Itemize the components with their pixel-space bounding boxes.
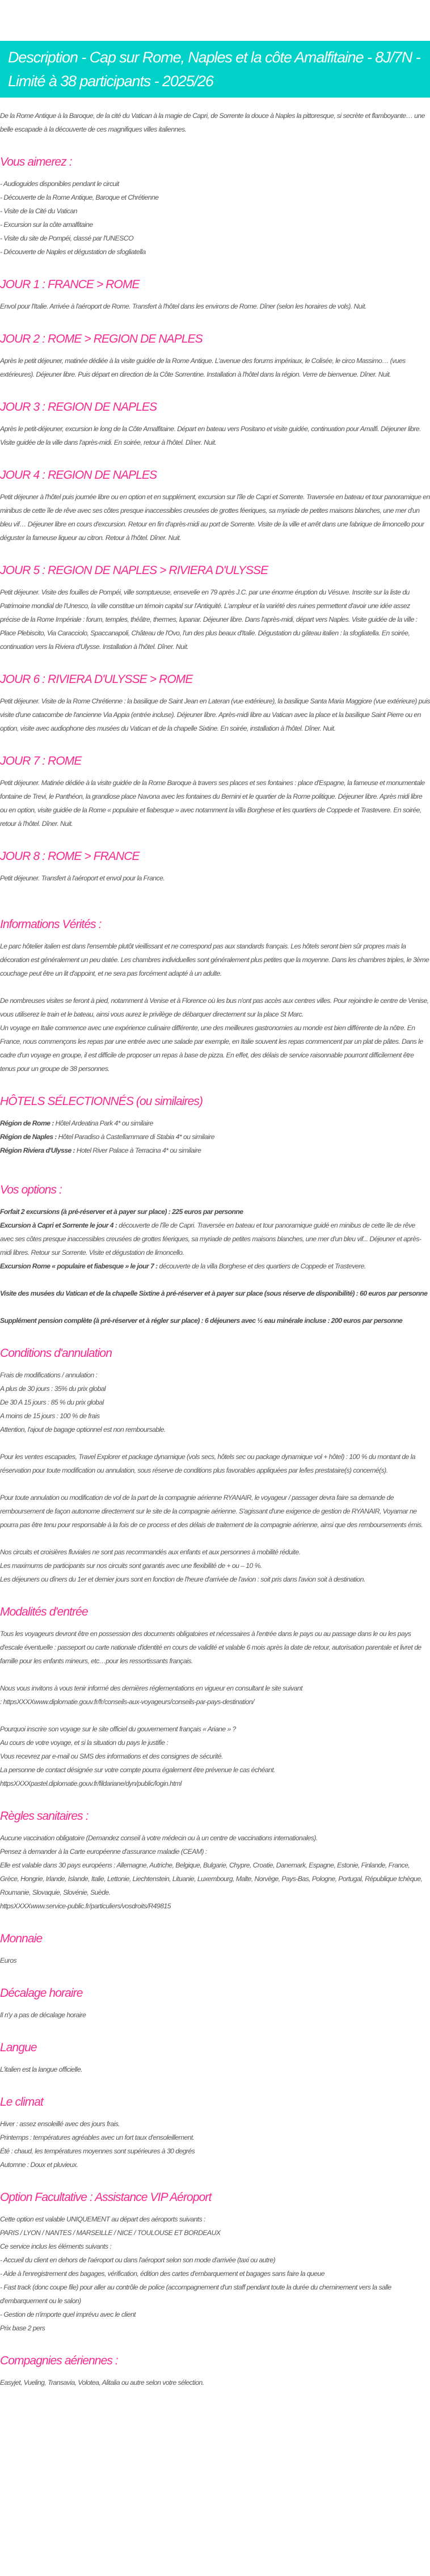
vip-line: PARIS / LYON / NANTES / MARSEILLE / NICE / TOULOUSE ET BORDEAUX (0, 2229, 221, 2237)
vip-line: - Accueil du client en dehors de l'aéroport ou dans l'aéroport selon son mode d'arrivée (taxi ou autre) (0, 2256, 276, 2264)
vip-line: - Aide à l'enregistrement des bagages, vérification, édition des cartes d'embarquement et bagages sans faire la queue (0, 2270, 324, 2278)
climate-line: Hiver : assez ensoleillé avec des jours frais. (0, 2120, 120, 2128)
cancellation-paragraph: Pour les ventes escapades, Travel Explorer et package dynamique (vols secs, hôtels sec ou package dynamique vol + hôtel) : 100 % du montant de la réservation pour toute modification ou annulation, sous réserve de conditions plus favorables appliquées par le/les prestataire(s) concerné(s). (0, 1453, 415, 1474)
option-excursion (0, 1259, 430, 1273)
info-paragraph: De nombreuses visites se feront à pied, notamment à Venise et à Florence où les bus n'ont pas accès aux centres villes. Pour rejoindre le centre de Venise, vous utiliserez le train et le bateau, ainsi vous aurez le privilège de débarquer directement sur la place St Marc. (0, 997, 429, 1018)
highlight-item: - Excursion sur la côte amalfitaine (0, 221, 93, 229)
hotel-name: Hôtel Paradiso à Castellammare di Stabia 4* ou similaire (56, 1133, 215, 1141)
climate-line: Été : chaud, les températures moyennes sont supérieures à 30 degrés (0, 2147, 195, 2155)
day-3-heading: JOUR 3 : REGION DE NAPLES (0, 400, 157, 414)
option-pension: Supplément pension complète (à pré-réserver et à régler sur place) : 6 déjeuners avec ½ eau minérale incluse : 200 euros par personne (0, 1317, 403, 1325)
cancellation-line: Attention, l'ajout de bagage optionnel est non remboursable. (0, 1426, 166, 1434)
options-package: Forfait 2 excursions (à pré-réserver et à payer sur place) : 225 euros par personne (0, 1208, 243, 1216)
timezone-heading: Décalage horaire (0, 1987, 83, 2000)
entry-line: La personne de contact désignée sur votre compte pourra également être prévenue le cas échéant. (0, 1766, 276, 1774)
itinerary-section (0, 277, 430, 885)
airlines-heading: Compagnies aériennes : (0, 2354, 118, 2367)
highlight-item: - Découverte de Naples et dégustation de sfogliatella (0, 248, 146, 256)
vip-line: Prix base 2 pers (0, 2324, 45, 2332)
vip-line: Cette option est valable UNIQUEMENT au départ des aéroports suivants : (0, 2215, 205, 2223)
hotel-item (0, 1130, 430, 1144)
vip-line: - Fast track (donc coupe file) pour aller au contrôle de police (accompagnement d'un staff pendant toute la durée du cheminement vers la salle d'embarquement ou le salon) (0, 2283, 391, 2305)
vip-line: - Gestion de n'importe quel imprévu avec le client (0, 2311, 136, 2318)
hotel-region: Région Riviera d'Ulysse : (0, 1146, 75, 1154)
day-1-text: Envol pour l'Italie. Arrivée à l'aéroport de Rome. Transfert à l'hôtel dans les environs de Rome. Dîner (selon les horaires de vols). Nuit. (0, 302, 366, 310)
vip-section (0, 2190, 430, 2335)
vip-line: Ce service inclus les éléments suivants : (0, 2242, 112, 2250)
ariane-link[interactable]: httpsXXXXpastel.diplomatie.gouv.fr/fildariane/dyn/public/login.html (0, 1780, 182, 1787)
cancellation-section (0, 1346, 430, 1586)
options-heading: Vos options : (0, 1183, 62, 1196)
hotel-region: Région de Naples : (0, 1133, 57, 1141)
language-text: L'italien est la langue officielle. (0, 2065, 83, 2073)
day-5-text: Petit déjeuner. Visite des fouilles de Pompéi, ville somptueuse, ensevelie en 79 après J.C. par une énorme éruption du Vésuve. Inscrite sur la liste du Patrimoine mondial de l'Unesco, la ville constitue un témoin capital sur l'Antiquité. L'ampleur et la variété des ruines permettent d'avoir une idée assez précise de la Rome Impériale : forum, temples, théâtre, thermes, lupanar. Déjeuner libre. Dans l'après-midi, départ vers Naples. Visite guidée de la ville : Place Plebiscito, Via Caracciolo, Spaccanapoli, Château de l'Ovo, l'un des plus beaux d'Italie. Dégustation du gâteau italien : la sfogliatella. En soirée, continuation vers la Riviera d'Ulysse. Installation à l'hôtel. Dîner. Nuit. (0, 588, 418, 651)
entry-section (0, 1604, 430, 1790)
timezone-section (0, 1985, 430, 2022)
info-paragraph: Le parc hôtelier italien est dans l'ensemble plutôt vieillissant et ne correspond pas aux standards français. Les hôtels seront bien sûr propres mais la décoration est généralement un peu datée. Les chambres individuelles sont généralement plus petites que la moyenne. Dans les chambres triples, le 3ème couchage peut être un lit d'appoint, et ne sera pas forcément adapté à un adulte. (0, 942, 429, 977)
day-6-heading: JOUR 6 : RIVIERA D'ULYSSE > ROME (0, 673, 193, 686)
hotels-heading: HÔTELS SÉLECTIONNÉS (ou similaires) (0, 1095, 203, 1108)
currency-section (0, 1931, 430, 1967)
informations-heading: Informations Vérités : (0, 918, 102, 931)
day-5-heading: JOUR 5 : REGION DE NAPLES > RIVIERA D'ULYSSE (0, 564, 268, 577)
timezone-text: Il n'y a pas de décalage horaire (0, 2011, 86, 2019)
hotel-region: Région de Rome : (0, 1119, 54, 1127)
day-2-heading: JOUR 2 : ROME > REGION DE NAPLES (0, 332, 203, 345)
highlight-item: - Visite de la Cité du Vatican (0, 207, 77, 215)
airlines-section (0, 2353, 430, 2389)
day-6-text: Petit déjeuner. Visite de la Rome Chrétienne : la basilique de Saint Jean en Lateran (vue extérieure), la basilique Santa Maria Maggiore (vue extérieure) puis visite d'une catacombe de l'ancienne Via Appia (entrée incluse). Déjeuner libre. Après-midi libre au Vatican avec la place et la basilique Saint Pierre ou en option, visite avec audiophone des musées du Vatican et de la chapelle Sixtine. En soirée, installation à l'hôtel. Dîner. Nuit. (0, 697, 430, 732)
climate-line: Printemps : températures agréables avec un fort taux d'ensoleillement. (0, 2134, 195, 2141)
options-section (0, 1182, 430, 1327)
entry-paragraph: Tous les voyageurs devront être en possession des documents obligatoires et nécessaires à l'entrée dans le pays ou au passage dans le ou les pays d'escale éventuelle : passeport ou carte nationale d'identité en cours de validité et valable 6 mois après la date de retour, autorisation parentale et livret de famille pour les enfants mineurs, etc…pour les ressortissants français. (0, 1630, 421, 1665)
cancellation-line: Frais de modifications / annulation : (0, 1371, 98, 1379)
page-title: Description - Cap sur Rome, Naples et la côte Amalfitaine - 8J/7N - Limité à 38 participants - 2025/26 (0, 41, 430, 98)
option-vatican: Visite des musées du Vatican et de la chapelle Sixtine à pré-réserver et à payer sur place (sous réserve de disponibilité) : 60 euros par personne (0, 1289, 428, 1297)
diplomatie-link[interactable]: : httpsXXXXwww.diplomatie.gouv.fr/fr/conseils-aux-voyageurs/conseils-par-pays-destination/ (0, 1698, 254, 1706)
cancellation-line: De 30 A 15 jours : 85 % du prix global (0, 1398, 104, 1406)
health-section (0, 1808, 430, 1913)
highlight-item: - Visite du site de Pompéi, classé par l'UNESCO (0, 234, 134, 242)
service-public-link[interactable]: httpsXXXXwww.service-public.fr/particuliers/vosdroits/R49815 (0, 1902, 171, 1910)
climate-heading: Le climat (0, 2096, 43, 2109)
cancellation-line: A moins de 15 jours : 100 % de frais (0, 1412, 100, 1420)
day-4-text: Petit déjeuner à l'hôtel puis journée libre ou en option et en supplément, excursion sur l'île de Capri et Sorrente. Traversée en bateau et tour panoramique en minibus de cette île de rêve avec ses côtes presque inaccessibles creusées de grottes féeriques, sa myriade de petites maisons blanches, une mer d'un bleu vif… Déjeuner libre en cours d'excursion. Retour en fin d'après-midi au port de Sorrente. Visite de la ville et arrêt dans une fabrique de limoncello pour déguster la fameuse liqueur au citron. Retour à l'hôtel. Dîner. Nuit. (0, 493, 430, 542)
cancellation-note: Nos circuits et croisières fluviales ne sont pas recommandés aux enfants et aux personnes à mobilité réduite. (0, 1548, 301, 1556)
entry-line: Pourquoi inscrire son voyage sur le site officiel du gouvernement français « Ariane » ? (0, 1725, 236, 1733)
info-paragraph: Un voyage en Italie commence avec une expérience culinaire différente, une des meilleures gastronomies au monde est bien différente de la nôtre. En France, nous commençons les repas par une entrée avec une salade par exemple, en Italie souvent les repas commencent par un plat de pâtes. Dans le cadre d'un voyage en groupe, il est difficile de proposer un repas à base de pizza. En effet, des délais de service raisonnable pourront difficilement être tenus pour un groupe de 38 personnes. (0, 1024, 423, 1073)
day-1-heading: JOUR 1 : FRANCE > ROME (0, 278, 140, 291)
entry-line: Vous recevrez par e-mail ou SMS des informations et des consignes de sécurité. (0, 1752, 223, 1760)
entry-line: Au cours de votre voyage, et si la situation du pays le justifie : (0, 1739, 168, 1747)
health-line: Elle est valable dans 30 pays européens : Allemagne, Autriche, Belgique, Bulgarie, Chypre, Croatie, Danemark, Espagne, Estonie, Finlande, France, Grèce, Hongrie, Irlande, Islande, Italie, Lettonie, Liechtenstein, Lituanie, Luxembourg, Malte, Norvège, Pays-Bas, Pologne, Portugal, République tchèque, Roumanie, Slovaquie, Slovénie, Suède. (0, 1861, 423, 1896)
highlights-section (0, 154, 430, 259)
day-8-text: Petit déjeuner. Transfert à l'aéroport et envol pour la France. (0, 874, 165, 882)
excursion-label: Excursion Rome « populaire et fiabesque » le jour 7 : (0, 1262, 158, 1270)
hotels-section (0, 1094, 430, 1157)
day-4-heading: JOUR 4 : REGION DE NAPLES (0, 469, 157, 482)
language-heading: Langue (0, 2041, 37, 2054)
health-line: Pensez à demander à la Carte européenne d'assurance maladie (CEAM) : (0, 1848, 207, 1856)
hotel-name: Hotel River Palace à Terracina 4* ou similaire (75, 1146, 201, 1154)
cancellation-line: A plus de 30 jours : 35% du prix global (0, 1385, 106, 1393)
cancellation-heading: Conditions d'annulation (0, 1347, 112, 1360)
health-heading: Règles sanitaires : (0, 1810, 88, 1823)
informations-section (0, 917, 430, 1076)
highlight-item: - Découverte de la Rome Antique, Baroque et Chrétienne (0, 193, 159, 201)
excursion-label: Excursion à Capri et Sorrente le jour 4 : (0, 1221, 117, 1229)
day-2-text: Après le petit déjeuner, matinée dédiée à la visite guidée de la Rome Antique. L'avenue des forums impériaux, le Colisée, le circo Massimo… (vues extérieures). Déjeuner libre. Puis départ en direction de la Côte Sorrentine. Installation à l'hôtel dans la région. Verre de bienvenue. Dîner. Nuit. (0, 357, 406, 378)
entry-heading: Modalités d'entrée (0, 1605, 88, 1618)
hotel-item (0, 1116, 430, 1130)
entry-line: Nous vous invitons à vous tenir informé des dernières réglementations en vigueur en consultant le site suivant (0, 1684, 302, 1692)
vip-heading: Option Facultative : Assistance VIP Aéroport (0, 2191, 212, 2204)
climate-line: Automne : Doux et pluvieux. (0, 2161, 78, 2169)
cancellation-paragraph: Pour toute annulation ou modification de vol de la part de la compagnie aérienne RYANAIR, le voyageur / passager devra faire sa demande de remboursement de façon autonome directement sur le site de la compagnie aérienne. S'agissant d'une exigence de gestion de RYANAIR, Voyamar ne pourra pas être tenu pour responsable à la fois de ce process et des délais de traitement de la compagnie aérienne, ainsi que des remboursements émis. (0, 1494, 423, 1529)
excursion-text: découverte de la villa Borghese et des quartiers de Coppede et Trastevere. (157, 1262, 366, 1270)
day-8-heading: JOUR 8 : ROME > FRANCE (0, 850, 140, 863)
excursion-text: découverte de l'île de Capri. Traversée en bateau et tour panoramique guidé en minibus de cette île de rêve avec ses côtes presque inaccessibles creusées de grottes féeriques, sa myriade de petites maisons blanches, une mer d'un bleu vif... Déjeuner et après-midi libres. Retour sur Sorrente. Visite et dégustation de limoncello. (0, 1221, 421, 1257)
cancellation-note: Les déjeuners ou dîners du 1er et dernier jours sont en fonction de l'heure d'arrivée de l'avion : soit pris dans l'avion soit à destination. (0, 1575, 365, 1583)
day-7-heading: JOUR 7 : ROME (0, 754, 82, 768)
cancellation-note: Les maximums de participants sur nos circuits sont garantis avec une flexibilité de + ou – 10 %. (0, 1562, 262, 1570)
currency-text: Euros (0, 1957, 17, 1964)
highlights-heading: Vous aimerez : (0, 155, 72, 168)
hotel-name: Hôtel Ardeatina Park 4* ou similaire (53, 1119, 153, 1127)
health-line: Aucune vaccination obligatoire (Demandez conseil à votre médecin ou à un centre de vaccinations internationales). (0, 1834, 318, 1842)
airlines-text: Easyjet, Vueling, Transavia, Volotea, Alitalia ou autre selon votre sélection. (0, 2379, 204, 2387)
option-excursion (0, 1219, 430, 1259)
day-3-text: Après le petit-déjeuner, excursion le long de la Côte Amalfitaine. Départ en bateau vers Positano et visite guidée, continuation pour Amalfi. Déjeuner libre. Visite guidée de la ville dans l'après-midi. En soirée, retour à l'hôtel. Dîner. Nuit. (0, 425, 421, 446)
hotel-item (0, 1144, 430, 1157)
highlight-item: - Audioguides disponibles pendant le circuit (0, 180, 119, 188)
day-7-text: Petit déjeuner. Matinée dédiée à la visite guidée de la Rome Baroque à travers ses places et ses fontaines : place d'Espagne, la fameuse et monumentale fontaine de Trevi, le Panthéon, la grandiose place Navona avec les fontaines du Bernini et le quartier de la Rome politique. Déjeuner libre. Après midi libre ou en option, visite guidée de la Rome « populaire et fiabesque » avec notamment la villa Borghese et les quartiers de Coppede et Trastevere. En soirée, retour à l'hôtel. Dîner. Nuit. (0, 779, 425, 828)
intro-text: De la Rome Antique à la Baroque, de la cité du Vatican à la magie de Capri, de Sorrente la douce à Naples la pittoresque, si secrète et flamboyante… une belle escapade à la découverte de ces magnifiques villes italiennes. (0, 112, 425, 133)
trip-description-page (0, 41, 430, 2412)
currency-heading: Monnaie (0, 1932, 43, 1945)
language-section (0, 2040, 430, 2076)
climate-section (0, 2094, 430, 2172)
